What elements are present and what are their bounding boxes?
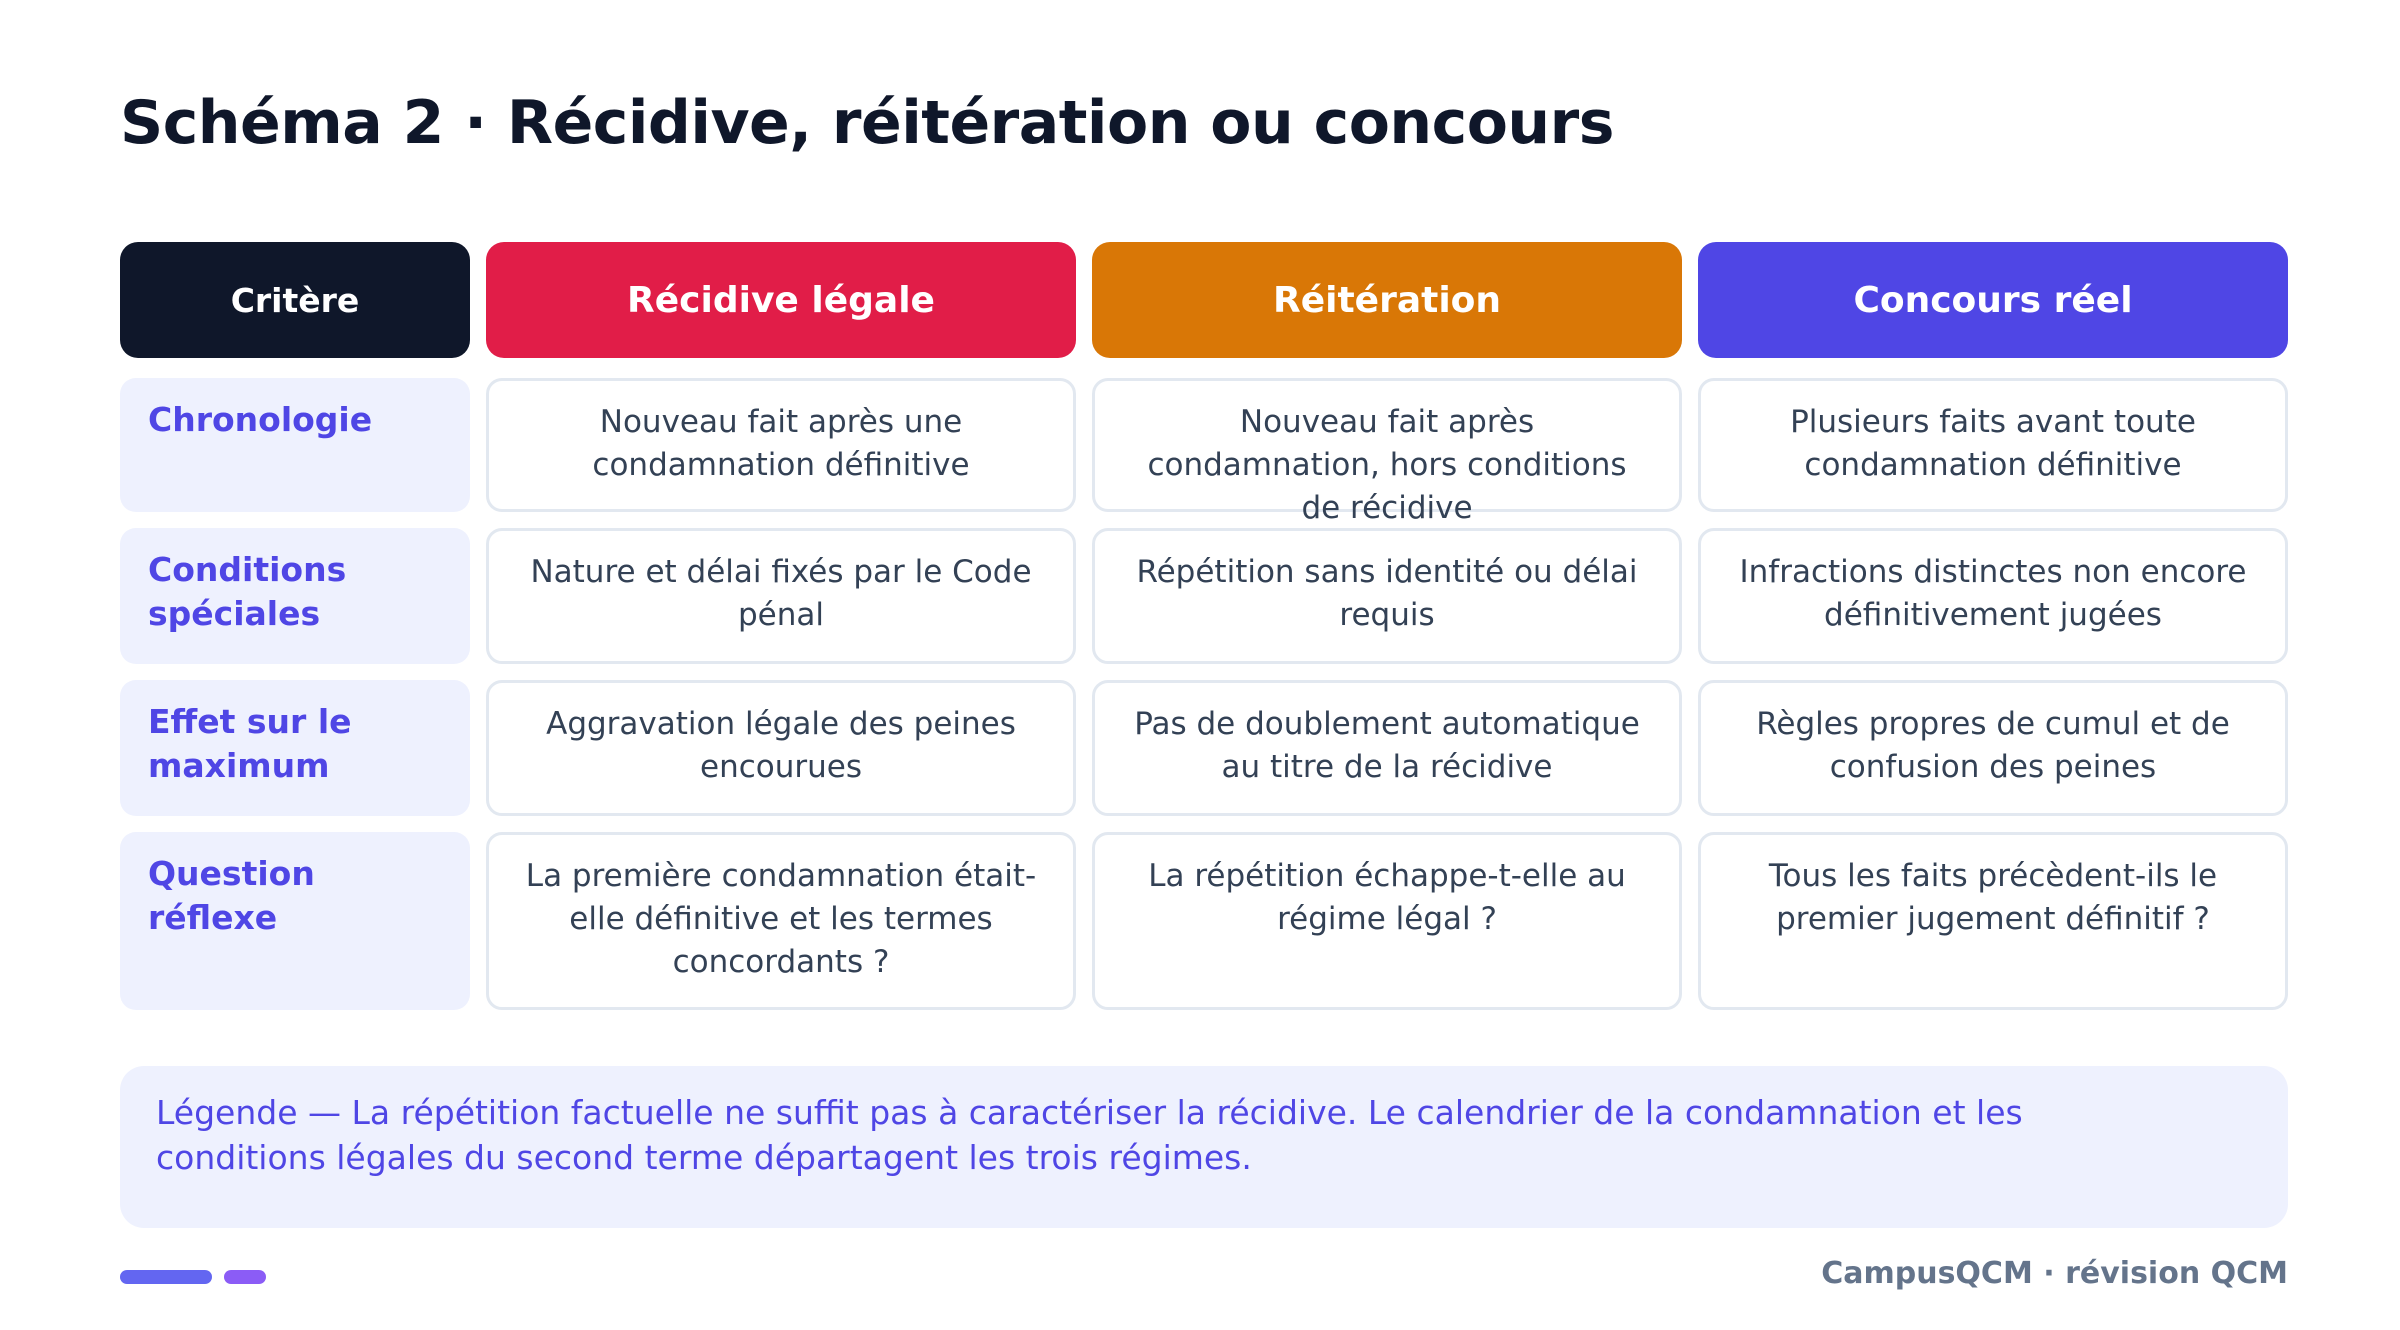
table-cell: Aggravation légale des peines encourues xyxy=(486,680,1076,816)
table-cell: La première condamnation était-elle définitive et les termes concordants ? xyxy=(486,832,1076,1010)
table-cell: La répétition échappe-t-elle au régime légal ? xyxy=(1092,832,1682,1010)
page-title: Schéma 2 · Récidive, réitération ou concours xyxy=(120,88,1614,158)
table-cell: Répétition sans identité ou délai requis xyxy=(1092,528,1682,664)
row-label-effet-maximum: Effet sur le maximum xyxy=(120,680,470,816)
comparison-table xyxy=(120,242,2280,1026)
legend-box xyxy=(120,1066,2288,1228)
header-reiteration: Réitération xyxy=(1092,242,1682,358)
table-cell: Règles propres de cumul et de confusion des peines xyxy=(1698,680,2288,816)
table-cell: Nouveau fait après une condamnation définitive xyxy=(486,378,1076,512)
header-recidive-legale: Récidive légale xyxy=(486,242,1076,358)
header-criterion: Critère xyxy=(120,242,470,358)
accent-bar-secondary xyxy=(224,1270,266,1284)
legend-text: Légende — La répétition factuelle ne suffit pas à caractériser la récidive. Le calendrier de la condamnation et les conditions légales du second terme départagent les trois régimes. xyxy=(156,1093,2023,1177)
row-label-chronologie: Chronologie xyxy=(120,378,470,512)
row-label-question-reflexe: Question réflexe xyxy=(120,832,470,1010)
header-concours-reel: Concours réel xyxy=(1698,242,2288,358)
accent-bar-primary xyxy=(120,1270,212,1284)
table-cell: Nouveau fait après condamnation, hors conditions de récidive xyxy=(1092,378,1682,512)
table-cell: Tous les faits précèdent-ils le premier jugement définitif ? xyxy=(1698,832,2288,1010)
footer-brand: CampusQCM · révision QCM xyxy=(1821,1256,2288,1291)
table-cell: Infractions distinctes non encore définitivement jugées xyxy=(1698,528,2288,664)
table-cell: Nature et délai fixés par le Code pénal xyxy=(486,528,1076,664)
row-label-conditions-speciales: Conditions spéciales xyxy=(120,528,470,664)
table-cell: Pas de doublement automatique au titre de la récidive xyxy=(1092,680,1682,816)
table-cell: Plusieurs faits avant toute condamnation définitive xyxy=(1698,378,2288,512)
